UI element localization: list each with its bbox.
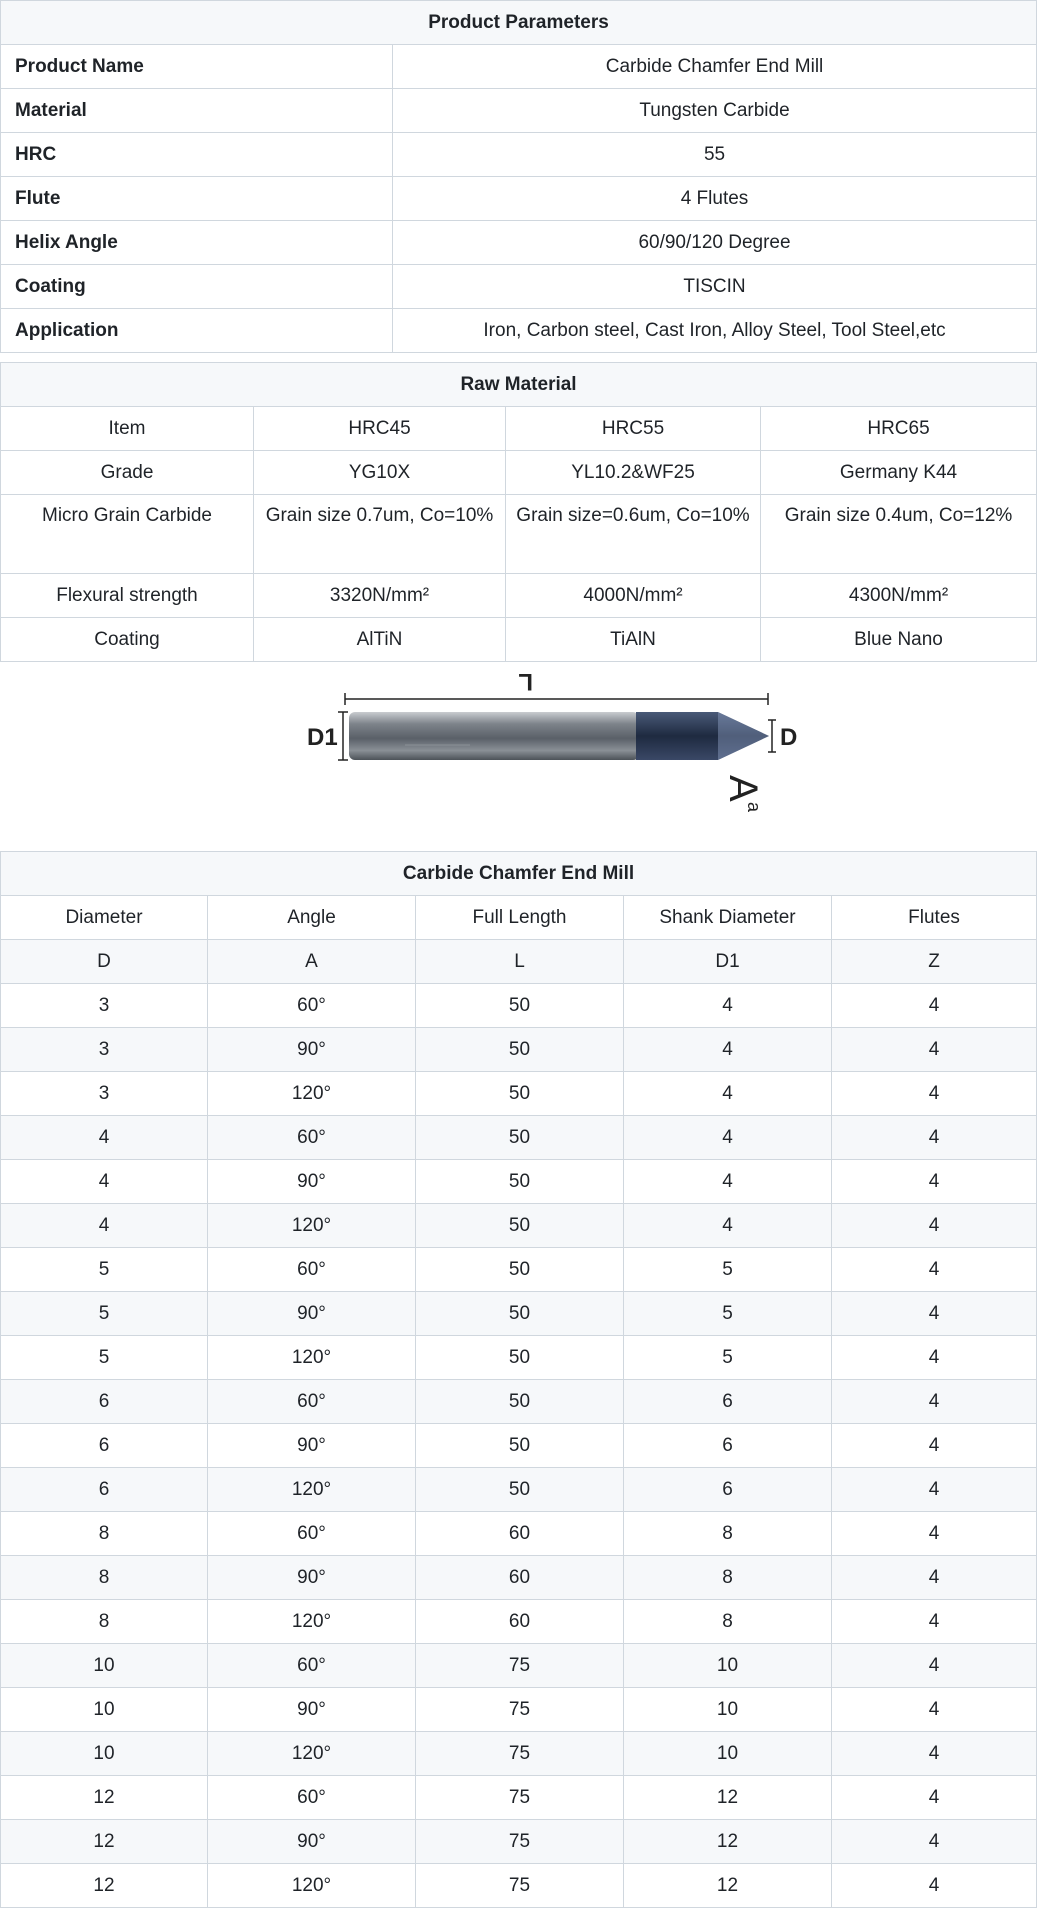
- column-symbol: D1: [624, 940, 832, 984]
- parameter-value: Iron, Carbon steel, Cast Iron, Alloy Steel, Tool Steel,etc: [393, 309, 1037, 353]
- table-cell: 50: [416, 1072, 624, 1116]
- table-cell: 12: [1, 1820, 208, 1864]
- parameter-row: [1, 45, 1037, 89]
- raw-material-cell: 3320N/mm²: [254, 574, 506, 618]
- table-cell: 75: [416, 1776, 624, 1820]
- raw-material-table: [0, 362, 1037, 662]
- table-cell: 120°: [208, 1732, 416, 1776]
- parameter-value: TISCIN: [393, 265, 1037, 309]
- table-cell: 50: [416, 1248, 624, 1292]
- table-row: [1, 1820, 1037, 1864]
- angle-sub-label: a: [744, 802, 764, 813]
- column-header: Full Length: [416, 896, 624, 940]
- table-cell: 4: [832, 1600, 1037, 1644]
- table-cell: 4: [1, 1160, 208, 1204]
- parameter-row: [1, 177, 1037, 221]
- size-table-header-row: [1, 896, 1037, 940]
- table-cell: 6: [624, 1468, 832, 1512]
- table-row: [1, 1424, 1037, 1468]
- table-cell: 50: [416, 984, 624, 1028]
- table-cell: 4: [624, 1160, 832, 1204]
- table-cell: 4: [832, 1336, 1037, 1380]
- table-cell: 50: [416, 1424, 624, 1468]
- shank-diameter-label: D1: [307, 724, 338, 751]
- parameter-row: [1, 265, 1037, 309]
- table-cell: 10: [624, 1688, 832, 1732]
- raw-material-row: [1, 495, 1037, 574]
- table-cell: 60°: [208, 1116, 416, 1160]
- size-table-title: Carbide Chamfer End Mill: [1, 852, 1037, 896]
- table-cell: 4: [832, 1116, 1037, 1160]
- product-parameters-title: Product Parameters: [1, 1, 1037, 45]
- table-cell: 120°: [208, 1864, 416, 1908]
- table-cell: 3: [1, 984, 208, 1028]
- column-symbol: Z: [832, 940, 1037, 984]
- table-cell: 50: [416, 1028, 624, 1072]
- raw-material-row: [1, 574, 1037, 618]
- parameter-key: Application: [1, 309, 393, 353]
- table-row: [1, 1776, 1037, 1820]
- column-header: Diameter: [1, 896, 208, 940]
- table-cell: 4: [832, 1556, 1037, 1600]
- table-cell: 4: [832, 1160, 1037, 1204]
- table-cell: 4: [624, 984, 832, 1028]
- table-cell: 8: [1, 1600, 208, 1644]
- raw-material-title: Raw Material: [1, 363, 1037, 407]
- table-cell: 50: [416, 1116, 624, 1160]
- table-row: [1, 1116, 1037, 1160]
- table-cell: 12: [1, 1864, 208, 1908]
- table-cell: 4: [832, 1732, 1037, 1776]
- table-cell: 4: [1, 1204, 208, 1248]
- raw-material-label: Micro Grain Carbide: [1, 495, 254, 574]
- table-cell: 4: [832, 1292, 1037, 1336]
- table-cell: 75: [416, 1820, 624, 1864]
- table-cell: 4: [832, 1204, 1037, 1248]
- column-header: Shank Diameter: [624, 896, 832, 940]
- table-row: [1, 1336, 1037, 1380]
- parameter-row: [1, 221, 1037, 265]
- table-row: [1, 1644, 1037, 1688]
- column-symbol: L: [416, 940, 624, 984]
- parameter-row: [1, 89, 1037, 133]
- table-cell: 12: [1, 1776, 208, 1820]
- table-cell: 60°: [208, 1644, 416, 1688]
- raw-material-row: [1, 407, 1037, 451]
- table-row: [1, 1512, 1037, 1556]
- raw-material-label: Grade: [1, 451, 254, 495]
- table-cell: 60°: [208, 1248, 416, 1292]
- table-cell: 5: [1, 1248, 208, 1292]
- table-cell: 10: [1, 1688, 208, 1732]
- table-cell: 4: [832, 1512, 1037, 1556]
- table-cell: 4: [832, 1028, 1037, 1072]
- column-header: Flutes: [832, 896, 1037, 940]
- table-row: [1, 1028, 1037, 1072]
- table-cell: 90°: [208, 1160, 416, 1204]
- table-cell: 10: [624, 1644, 832, 1688]
- table-cell: 6: [1, 1380, 208, 1424]
- parameter-value: 4 Flutes: [393, 177, 1037, 221]
- table-cell: 90°: [208, 1028, 416, 1072]
- table-row: [1, 1160, 1037, 1204]
- table-cell: 5: [1, 1336, 208, 1380]
- table-cell: 60: [416, 1512, 624, 1556]
- table-cell: 4: [832, 1468, 1037, 1512]
- raw-material-cell: Grain size 0.4um, Co=12%: [761, 495, 1037, 574]
- table-cell: 8: [624, 1556, 832, 1600]
- parameter-key: Coating: [1, 265, 393, 309]
- table-cell: 50: [416, 1160, 624, 1204]
- table-cell: 120°: [208, 1600, 416, 1644]
- table-cell: 4: [832, 1820, 1037, 1864]
- angle-label: A: [721, 775, 765, 802]
- raw-material-label: Item: [1, 407, 254, 451]
- table-cell: 50: [416, 1336, 624, 1380]
- table-cell: 4: [832, 1688, 1037, 1732]
- table-cell: 75: [416, 1688, 624, 1732]
- table-cell: 90°: [208, 1556, 416, 1600]
- table-row: [1, 1292, 1037, 1336]
- table-cell: 4: [832, 1864, 1037, 1908]
- table-cell: 60°: [208, 984, 416, 1028]
- tip-diameter-label: D: [780, 724, 798, 751]
- table-cell: 75: [416, 1644, 624, 1688]
- table-cell: 12: [624, 1820, 832, 1864]
- table-row: [1, 1556, 1037, 1600]
- raw-material-cell: Blue Nano: [761, 618, 1037, 662]
- table-cell: 60: [416, 1556, 624, 1600]
- table-cell: 8: [624, 1600, 832, 1644]
- raw-material-cell: Grain size 0.7um, Co=10%: [254, 495, 506, 574]
- table-cell: 6: [624, 1424, 832, 1468]
- parameter-value: Carbide Chamfer End Mill: [393, 45, 1037, 89]
- table-cell: 75: [416, 1732, 624, 1776]
- table-cell: 60°: [208, 1776, 416, 1820]
- table-cell: 10: [1, 1644, 208, 1688]
- size-table-symbol-row: [1, 940, 1037, 984]
- table-cell: 8: [1, 1556, 208, 1600]
- table-cell: 50: [416, 1468, 624, 1512]
- table-cell: 4: [1, 1116, 208, 1160]
- column-symbol: D: [1, 940, 208, 984]
- raw-material-cell: Grain size=0.6um, Co=10%: [506, 495, 761, 574]
- table-cell: 10: [1, 1732, 208, 1776]
- raw-material-cell: YL10.2&WF25: [506, 451, 761, 495]
- table-cell: 90°: [208, 1424, 416, 1468]
- table-cell: 8: [1, 1512, 208, 1556]
- raw-material-cell: Germany K44: [761, 451, 1037, 495]
- product-parameters-table: [0, 0, 1037, 353]
- table-cell: 4: [832, 1072, 1037, 1116]
- parameter-row: [1, 133, 1037, 177]
- table-cell: 50: [416, 1204, 624, 1248]
- raw-material-cell: 4000N/mm²: [506, 574, 761, 618]
- raw-material-label: Flexural strength: [1, 574, 254, 618]
- raw-material-cell: YG10X: [254, 451, 506, 495]
- table-row: [1, 1380, 1037, 1424]
- table-cell: 4: [832, 1248, 1037, 1292]
- parameter-key: HRC: [1, 133, 393, 177]
- raw-material-row: [1, 451, 1037, 495]
- table-row: [1, 1248, 1037, 1292]
- table-row: [1, 1864, 1037, 1908]
- table-cell: 5: [624, 1248, 832, 1292]
- raw-material-cell: HRC65: [761, 407, 1037, 451]
- table-cell: 5: [1, 1292, 208, 1336]
- table-cell: 90°: [208, 1292, 416, 1336]
- table-cell: 6: [1, 1424, 208, 1468]
- raw-material-cell: HRC55: [506, 407, 761, 451]
- size-table: [0, 851, 1037, 1908]
- raw-material-cell: 4300N/mm²: [761, 574, 1037, 618]
- table-row: [1, 1204, 1037, 1248]
- parameter-key: Material: [1, 89, 393, 133]
- parameter-value: 60/90/120 Degree: [393, 221, 1037, 265]
- tool-shank: [349, 712, 639, 760]
- column-symbol: A: [208, 940, 416, 984]
- table-cell: 6: [624, 1380, 832, 1424]
- table-cell: 120°: [208, 1468, 416, 1512]
- parameter-row: [1, 309, 1037, 353]
- table-cell: 75: [416, 1864, 624, 1908]
- parameter-value: Tungsten Carbide: [393, 89, 1037, 133]
- table-cell: 4: [832, 984, 1037, 1028]
- table-cell: 4: [832, 1424, 1037, 1468]
- raw-material-cell: TiAlN: [506, 618, 761, 662]
- end-mill-diagram: [0, 662, 1036, 851]
- table-cell: 50: [416, 1292, 624, 1336]
- table-cell: 90°: [208, 1688, 416, 1732]
- table-cell: 3: [1, 1028, 208, 1072]
- table-cell: 120°: [208, 1204, 416, 1248]
- table-cell: 10: [624, 1732, 832, 1776]
- table-row: [1, 1072, 1037, 1116]
- raw-material-row: [1, 618, 1037, 662]
- column-header: Angle: [208, 896, 416, 940]
- table-cell: 12: [624, 1864, 832, 1908]
- table-row: [1, 1732, 1037, 1776]
- table-cell: 90°: [208, 1820, 416, 1864]
- table-cell: 4: [624, 1204, 832, 1248]
- table-cell: 4: [624, 1028, 832, 1072]
- parameter-value: 55: [393, 133, 1037, 177]
- table-cell: 120°: [208, 1072, 416, 1116]
- raw-material-cell: HRC45: [254, 407, 506, 451]
- end-mill-drawing: [0, 662, 1036, 851]
- table-cell: 60°: [208, 1380, 416, 1424]
- raw-material-label: Coating: [1, 618, 254, 662]
- table-cell: 12: [624, 1776, 832, 1820]
- table-row: [1, 1468, 1037, 1512]
- table-row: [1, 1600, 1037, 1644]
- table-cell: 50: [416, 1380, 624, 1424]
- table-cell: 8: [624, 1512, 832, 1556]
- table-cell: 4: [624, 1072, 832, 1116]
- length-label: L: [518, 668, 533, 695]
- table-cell: 60: [416, 1600, 624, 1644]
- parameter-key: Helix Angle: [1, 221, 393, 265]
- parameter-key: Product Name: [1, 45, 393, 89]
- raw-material-cell: AlTiN: [254, 618, 506, 662]
- table-cell: 6: [1, 1468, 208, 1512]
- table-row: [1, 1688, 1037, 1732]
- table-cell: 4: [624, 1116, 832, 1160]
- table-cell: 4: [832, 1380, 1037, 1424]
- table-cell: 3: [1, 1072, 208, 1116]
- table-cell: 5: [624, 1336, 832, 1380]
- table-row: [1, 984, 1037, 1028]
- table-cell: 60°: [208, 1512, 416, 1556]
- table-cell: 4: [832, 1644, 1037, 1688]
- parameter-key: Flute: [1, 177, 393, 221]
- table-cell: 4: [832, 1776, 1037, 1820]
- table-cell: 5: [624, 1292, 832, 1336]
- table-cell: 120°: [208, 1336, 416, 1380]
